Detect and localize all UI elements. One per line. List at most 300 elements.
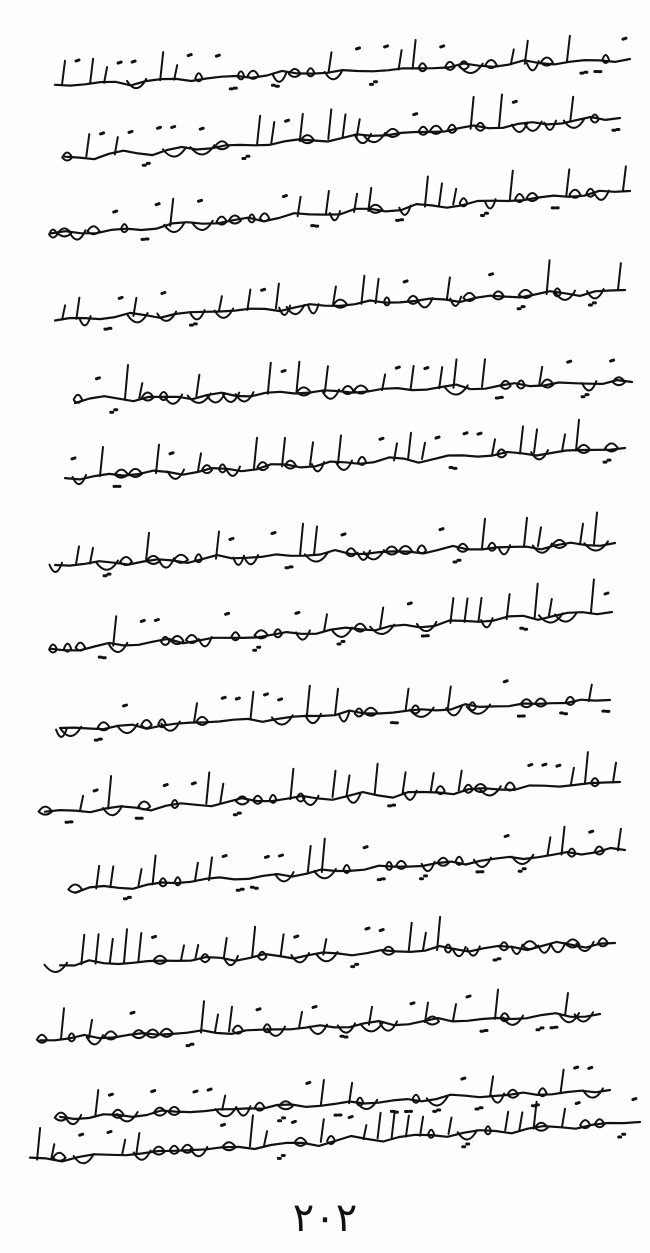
ink-glyph-stroke	[252, 927, 255, 958]
ink-glyph-stroke	[363, 1125, 366, 1139]
ink-glyph-stroke	[471, 97, 474, 129]
ink-glyph-stroke	[264, 1131, 267, 1145]
ink-glyph-stroke	[519, 869, 525, 872]
ink-glyph-stroke	[283, 196, 286, 197]
ink-glyph-stroke	[37, 1035, 47, 1043]
ink-glyph-stroke	[310, 442, 313, 465]
ink-glyph-stroke	[37, 1128, 40, 1160]
ink-glyph-stroke	[371, 82, 377, 85]
ink-glyph-stroke	[181, 945, 184, 960]
ink-glyph-stroke	[132, 61, 135, 62]
ink-glyph-stroke	[81, 935, 84, 964]
ink-glyph-stroke	[404, 281, 407, 282]
ink-glyph-stroke	[192, 783, 195, 784]
ink-glyph-stroke	[138, 933, 141, 962]
handwritten-line	[39, 752, 620, 822]
ink-glyph-stroke	[325, 366, 328, 392]
ink-glyph-stroke	[236, 698, 239, 699]
ink-glyph-stroke	[420, 1117, 423, 1136]
ink-glyph-stroke	[481, 618, 492, 627]
ink-glyph-stroke	[297, 794, 305, 802]
ink-glyph-stroke	[90, 548, 93, 564]
ink-glyph-stroke	[222, 1124, 225, 1125]
ink-glyph-stroke	[324, 614, 327, 631]
ink-glyph-stroke	[618, 829, 621, 851]
ink-glyph-stroke	[361, 276, 364, 304]
ink-glyph-stroke	[428, 1130, 434, 1138]
ink-glyph-stroke	[338, 642, 344, 645]
ink-glyph-stroke	[141, 620, 144, 621]
ink-glyph-stroke	[505, 1112, 508, 1131]
ink-glyph-stroke	[53, 1153, 65, 1161]
ink-glyph-stroke	[490, 274, 493, 275]
ink-glyph-stroke	[296, 362, 299, 393]
ink-glyph-stroke	[160, 1029, 173, 1037]
ink-glyph-stroke	[195, 863, 198, 882]
ink-glyph-stroke	[335, 689, 338, 715]
ink-glyph-stroke	[61, 1008, 64, 1039]
ink-glyph-stroke	[209, 857, 212, 880]
ink-glyph-stroke	[200, 128, 203, 129]
ink-glyph-stroke	[80, 796, 83, 810]
ink-glyph-stroke	[505, 836, 508, 837]
ink-glyph-stroke	[265, 856, 268, 857]
ink-glyph-stroke	[268, 363, 271, 394]
ink-glyph-stroke	[547, 837, 550, 855]
ink-stroke	[55, 59, 630, 86]
ink-glyph-stroke	[104, 67, 107, 83]
ink-glyph-stroke	[494, 959, 500, 960]
ink-glyph-stroke	[329, 52, 332, 72]
ink-glyph-stroke	[439, 367, 442, 388]
ink-glyph-stroke	[518, 307, 524, 309]
ink-glyph-stroke	[562, 1109, 565, 1127]
ink-glyph-stroke	[423, 933, 426, 951]
ink-glyph-stroke	[238, 71, 245, 79]
ink-glyph-stroke	[258, 952, 266, 960]
ink-glyph-stroke	[623, 166, 626, 191]
ink-glyph-stroke	[580, 524, 583, 545]
ink-glyph-stroke	[215, 1015, 218, 1032]
ink-stroke	[55, 543, 615, 566]
ink-glyph-stroke	[237, 889, 243, 890]
ink-glyph-stroke	[613, 130, 619, 131]
ink-glyph-stroke	[623, 38, 626, 39]
ink-glyph-stroke	[566, 697, 575, 705]
ink-glyph-stroke	[201, 1001, 204, 1032]
ink-glyph-stroke	[425, 368, 428, 369]
ink-glyph-stroke	[396, 861, 406, 869]
handwritten-line	[49, 580, 612, 658]
ink-glyph-stroke	[68, 885, 82, 893]
ink-glyph-stroke	[196, 717, 208, 725]
ink-glyph-stroke	[162, 293, 165, 294]
ink-glyph-stroke	[450, 468, 456, 469]
ink-glyph-stroke	[109, 1094, 112, 1095]
ink-glyph-stroke	[170, 453, 173, 454]
ink-glyph-stroke	[419, 127, 428, 135]
ink-glyph-stroke	[161, 637, 169, 645]
ink-glyph-stroke	[619, 1134, 625, 1137]
ink-glyph-stroke	[188, 55, 191, 56]
ink-glyph-stroke	[510, 171, 513, 201]
ink-glyph-stroke	[425, 177, 428, 207]
ink-glyph-stroke	[535, 699, 546, 707]
ink-glyph-stroke	[234, 813, 240, 815]
ink-glyph-stroke	[450, 598, 453, 623]
ink-glyph-stroke	[89, 1020, 92, 1038]
ink-stroke	[65, 448, 625, 479]
ink-glyph-stroke	[448, 687, 451, 709]
ink-glyph-stroke	[380, 438, 383, 439]
ink-glyph-stroke	[346, 548, 356, 556]
ink-glyph-stroke	[156, 204, 159, 205]
ink-glyph-stroke	[575, 1067, 578, 1068]
ink-glyph-stroke	[454, 560, 460, 562]
ink-glyph-stroke	[196, 375, 199, 396]
ink-glyph-stroke	[76, 298, 79, 319]
ink-glyph-stroke	[172, 127, 175, 128]
ink-glyph-stroke	[399, 50, 402, 69]
ink-glyph-stroke	[222, 697, 225, 698]
ink-glyph-stroke	[174, 65, 177, 80]
ink-glyph-stroke	[598, 938, 608, 946]
ink-glyph-stroke	[281, 934, 284, 956]
ink-glyph-stroke	[124, 897, 130, 898]
ink-glyph-stroke	[384, 297, 390, 305]
ink-glyph-stroke	[378, 879, 384, 880]
ink-stroke	[50, 612, 612, 650]
ink-glyph-stroke	[406, 1116, 409, 1137]
ink-glyph-stroke	[96, 934, 99, 963]
ink-glyph-stroke	[449, 1118, 452, 1134]
ink-glyph-stroke	[280, 855, 283, 856]
ink-glyph-stroke	[139, 869, 142, 885]
ink-glyph-stroke	[604, 460, 610, 462]
ink-glyph-stroke	[95, 1090, 98, 1116]
ink-glyph-stroke	[182, 1145, 193, 1153]
ink-glyph-stroke	[535, 584, 538, 618]
ink-glyph-stroke	[136, 1133, 139, 1153]
ink-glyph-stroke	[570, 97, 573, 122]
ink-glyph-stroke	[534, 429, 537, 453]
ink-glyph-stroke	[153, 856, 156, 885]
ink-glyph-stroke	[271, 122, 274, 143]
ink-glyph-stroke	[153, 936, 156, 937]
ink-glyph-stroke	[156, 445, 159, 474]
ink-glyph-stroke	[495, 990, 498, 1019]
ink-glyph-stroke	[160, 52, 163, 80]
ink-glyph-stroke	[463, 1144, 469, 1147]
ink-glyph-stroke	[114, 211, 117, 212]
ink-glyph-stroke	[349, 1083, 352, 1103]
ink-glyph-stroke	[243, 156, 249, 158]
ink-glyph-stroke	[594, 513, 597, 544]
ink-glyph-stroke	[99, 657, 105, 658]
ink-glyph-stroke	[537, 1028, 543, 1030]
ink-glyph-stroke	[440, 529, 443, 530]
ink-glyph-stroke	[561, 1070, 564, 1093]
ink-glyph-stroke	[519, 1112, 522, 1129]
ink-glyph-stroke	[414, 114, 417, 115]
handwritten-line	[45, 917, 616, 972]
ink-glyph-stroke	[279, 699, 282, 700]
ink-glyph-stroke	[190, 324, 196, 325]
ink-glyph-stroke	[94, 790, 97, 791]
ink-glyph-stroke	[158, 127, 161, 128]
ink-glyph-stroke	[397, 220, 403, 221]
ink-glyph-stroke	[110, 939, 113, 963]
ink-glyph-stroke	[279, 1118, 285, 1121]
ink-glyph-stroke	[499, 95, 502, 127]
ink-glyph-stroke	[282, 371, 285, 372]
ink-glyph-stroke	[582, 395, 588, 397]
ink-glyph-stroke	[124, 929, 127, 962]
ink-glyph-stroke	[439, 183, 442, 205]
ink-stroke	[55, 290, 625, 321]
ink-glyph-stroke	[292, 1121, 295, 1122]
ink-glyph-stroke	[314, 527, 317, 555]
ink-glyph-stroke	[124, 705, 127, 706]
ink-glyph-stroke	[481, 1031, 487, 1032]
ink-glyph-stroke	[576, 1103, 579, 1104]
ink-glyph-stroke	[538, 527, 541, 546]
ink-glyph-stroke	[257, 116, 260, 144]
ink-glyph-stroke	[547, 260, 550, 294]
ink-glyph-stroke	[618, 263, 621, 290]
ink-glyph-stroke	[108, 776, 111, 809]
ink-glyph-stroke	[551, 943, 565, 952]
ink-glyph-stroke	[231, 632, 239, 640]
ink-glyph-stroke	[118, 62, 121, 63]
ink-glyph-stroke	[199, 200, 202, 201]
ink-glyph-stroke	[80, 1134, 83, 1135]
ink-glyph-stroke	[164, 785, 167, 786]
ink-glyph-stroke	[571, 768, 574, 785]
ink-glyph-stroke	[441, 46, 444, 47]
ink-glyph-stroke	[542, 380, 554, 388]
ink-glyph-stroke	[101, 133, 104, 134]
ink-glyph-stroke	[524, 518, 527, 547]
ink-glyph-stroke	[313, 1007, 316, 1008]
ink-glyph-stroke	[445, 62, 455, 70]
ink-glyph-stroke	[341, 1036, 347, 1037]
ink-glyph-stroke	[312, 226, 318, 227]
ink-glyph-stroke	[265, 694, 268, 695]
ink-glyph-stroke	[187, 1044, 193, 1045]
ink-glyph-stroke	[590, 831, 593, 832]
ink-glyph-stroke	[198, 453, 201, 471]
ink-glyph-stroke	[300, 524, 303, 556]
ink-glyph-stroke	[467, 996, 470, 997]
ink-glyph-stroke	[297, 387, 311, 395]
ink-glyph-stroke	[110, 866, 113, 887]
ink-glyph-stroke	[447, 277, 450, 299]
ink-glyph-stroke	[96, 866, 99, 889]
ink-glyph-stroke	[413, 40, 416, 69]
ink-glyph-stroke	[229, 1007, 232, 1031]
ink-glyph-stroke	[605, 593, 608, 594]
ink-glyph-stroke	[224, 938, 227, 959]
ink-glyph-stroke	[286, 120, 289, 121]
ink-glyph-stroke	[170, 199, 173, 226]
ink-glyph-stroke	[219, 296, 222, 311]
handwritten-line	[62, 95, 620, 166]
handwritten-line	[55, 1067, 610, 1124]
ink-glyph-stroke	[62, 61, 65, 85]
ink-glyph-stroke	[476, 1108, 482, 1109]
ink-glyph-stroke	[591, 580, 594, 614]
handwritten-line	[37, 990, 600, 1046]
ink-glyph-stroke	[562, 827, 565, 855]
ink-glyph-stroke	[633, 1099, 636, 1100]
ink-glyph-stroke	[170, 1146, 180, 1154]
ink-glyph-stroke	[557, 765, 560, 766]
ink-glyph-stroke	[352, 964, 358, 966]
ink-glyph-stroke	[343, 114, 346, 138]
ink-glyph-stroke	[349, 1117, 352, 1118]
ink-glyph-stroke	[322, 839, 325, 873]
ink-glyph-stroke	[581, 72, 587, 73]
ink-glyph-stroke	[357, 48, 360, 49]
ink-glyph-stroke	[527, 193, 538, 201]
ink-glyph-stroke	[453, 1004, 456, 1021]
ink-glyph-stroke	[141, 720, 151, 728]
ink-glyph-stroke	[175, 877, 181, 885]
ink-glyph-stroke	[155, 620, 158, 621]
ink-glyph-stroke	[276, 284, 279, 309]
ink-glyph-stroke	[250, 1115, 253, 1146]
ink-glyph-stroke	[111, 410, 117, 412]
ink-glyph-stroke	[86, 134, 89, 156]
ink-glyph-stroke	[436, 437, 439, 438]
ink-glyph-stroke	[250, 692, 253, 720]
ink-glyph-stroke	[194, 1091, 197, 1092]
ink-glyph-stroke	[549, 599, 552, 616]
ink-glyph-stroke	[488, 543, 496, 551]
ink-glyph-stroke	[465, 598, 468, 622]
ink-glyph-stroke	[230, 538, 233, 539]
ink-glyph-stroke	[529, 765, 532, 766]
ink-glyph-stroke	[308, 846, 311, 873]
ink-glyph-stroke	[492, 439, 495, 455]
ink-glyph-stroke	[375, 764, 378, 795]
ink-glyph-stroke	[357, 1098, 364, 1106]
ink-glyph-stroke	[462, 1078, 465, 1079]
ink-glyph-stroke	[272, 85, 278, 86]
ink-glyph-stroke	[347, 775, 350, 796]
ink-glyph-stroke	[295, 936, 298, 937]
ink-glyph-stroke	[131, 1012, 134, 1013]
handwritten-line	[74, 359, 632, 412]
ink-glyph-stroke	[523, 941, 537, 949]
ink-glyph-stroke	[76, 60, 79, 61]
ink-glyph-stroke	[566, 169, 569, 195]
handwritten-line	[56, 681, 610, 740]
ink-glyph-stroke	[392, 1111, 395, 1138]
ink-glyph-stroke	[511, 49, 514, 64]
handwritten-line	[68, 827, 625, 899]
ink-glyph-stroke	[431, 773, 434, 792]
ink-glyph-stroke	[100, 447, 103, 476]
ink-glyph-stroke	[589, 303, 595, 305]
ink-glyph-stroke	[422, 443, 425, 459]
ink-glyph-stroke	[254, 438, 257, 468]
ink-glyph-stroke	[338, 435, 341, 463]
ink-glyph-stroke	[152, 1091, 155, 1092]
ink-glyph-stroke	[104, 574, 110, 576]
ink-glyph-stroke	[321, 1080, 324, 1105]
ink-glyph-stroke	[278, 1156, 284, 1159]
handwritten-line	[49, 166, 630, 239]
ink-glyph-stroke	[562, 434, 565, 451]
ink-glyph-stroke	[421, 876, 427, 879]
ink-glyph-stroke	[76, 546, 79, 564]
ink-glyph-stroke	[565, 993, 568, 1016]
handwritten-line	[50, 513, 616, 576]
ink-glyph-stroke	[520, 426, 523, 453]
ink-glyph-stroke	[326, 191, 329, 214]
ink-glyph-stroke	[286, 567, 292, 568]
ink-glyph-stroke	[504, 681, 507, 682]
ink-glyph-stroke	[195, 945, 198, 960]
ink-glyph-stroke	[257, 1009, 260, 1010]
ink-glyph-stroke	[216, 55, 219, 56]
ink-glyph-stroke	[262, 289, 265, 290]
ink-glyph-stroke	[296, 612, 299, 613]
ink-glyph-stroke	[95, 739, 101, 740]
ink-glyph-stroke	[307, 1082, 310, 1083]
ink-glyph-stroke	[482, 519, 485, 549]
ink-glyph-stroke	[434, 1110, 440, 1111]
ink-glyph-stroke	[342, 534, 345, 535]
ink-glyph-stroke	[543, 764, 546, 765]
ink-glyph-stroke	[321, 1119, 324, 1142]
ink-glyph-stroke	[479, 598, 482, 621]
ink-glyph-stroke	[105, 328, 111, 329]
ink-glyph-stroke	[378, 1113, 381, 1139]
ink-glyph-stroke	[399, 546, 412, 554]
ink-glyph-stroke	[459, 771, 462, 791]
ink-glyph-stroke	[376, 279, 379, 303]
ink-glyph-stroke	[119, 297, 122, 298]
ink-glyph-stroke	[129, 131, 132, 132]
ink-glyph-stroke	[589, 1067, 592, 1068]
ink-glyph-stroke	[282, 438, 285, 467]
ink-glyph-stroke	[409, 923, 412, 952]
ink-glyph-stroke	[478, 433, 481, 434]
ink-glyph-stroke	[253, 796, 262, 804]
ink-glyph-stroke	[254, 647, 260, 650]
ink-glyph-stroke	[171, 636, 183, 644]
ink-glyph-stroke	[408, 433, 411, 460]
ink-glyph-stroke	[380, 930, 383, 931]
ink-glyph-stroke	[385, 46, 388, 47]
ink-glyph-stroke	[208, 1089, 211, 1090]
handwritten-line	[65, 420, 625, 487]
ink-glyph-stroke	[330, 211, 340, 220]
ink-glyph-stroke	[122, 1140, 125, 1155]
ink-glyph-stroke	[403, 772, 406, 793]
ink-glyph-stroke	[411, 1003, 414, 1004]
ink-glyph-stroke	[296, 630, 310, 639]
ink-glyph-stroke	[222, 1096, 225, 1110]
ink-glyph-stroke	[328, 109, 331, 139]
ink-glyph-stroke	[396, 367, 399, 368]
ink-glyph-stroke	[611, 360, 614, 361]
ink-glyph-stroke	[613, 763, 616, 783]
ink-glyph-stroke	[406, 689, 409, 711]
